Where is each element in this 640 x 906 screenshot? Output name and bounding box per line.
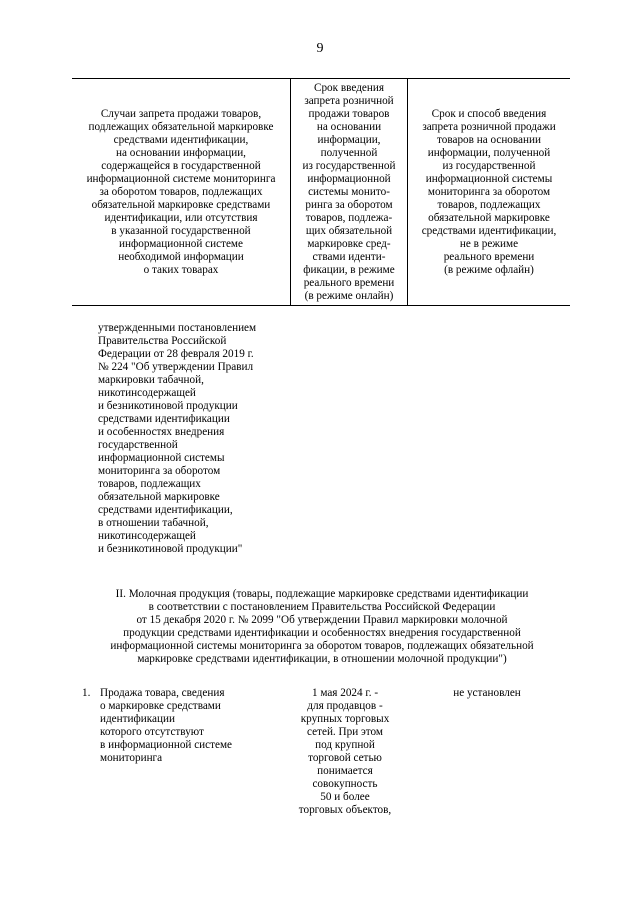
row-case-text: Продажа товара, сведения о маркировке средствами идентификации которого отсутствуют в информационной системе мониторинга	[100, 687, 233, 764]
header-col-online: Срок введения запрета розничной продажи товаров на основании информации, полученной из государственной информационной системы монито- ринга за оборотом товаров, подлежа- щих обязательной маркировке сред- ствами иденти- фикации, в режиме реального времени (в режиме онлайн)	[302, 81, 396, 302]
page-number: 9	[316, 41, 324, 56]
row-online-deadline: 1 мая 2024 г. - для продавцов - крупных торговых сетей. При этом под крупной торговой сетью понимается совокупность 50 и более торговых объектов,	[298, 687, 392, 816]
continued-cell-text: утвержденными постановлением Правительства Российской Федерации от 28 февраля 2019 г. № 224 "Об утверждении Правил маркировки табачной, никотинсодержащей и безникотиновой продукции средствами идентификации и особенностях внедрения государственной информационной системы мониторинга за оборотом товаров, подлежащих обязательной маркировке средствами идентификации, в отношении табачной, никотинсодержащей и безникотиновой продукции"	[98, 322, 257, 555]
header-col-case: Случаи запрета продажи товаров, подлежащих обязательной маркировке средствами идентификации, на основании информации, содержащейся в государственной информационной системе мониторинга за оборотом товаров, подлежащих обязательной маркировке средствами идентификации, или отсутствия в указанной государственной информационной системе необходимой информации о таких товарах	[86, 107, 276, 276]
section-heading: II. Молочная продукция (товары, подлежащие маркировке средствами идентификации в соответствии с постановлением Правительства Российской Федерации от 15 декабря 2020 г. № 2099 "Об утверждении Правил маркировки молочной продукции средствами идентификации и особенностях внедрения государственной информационной системы мониторинга за оборотом товаров, подлежащих обязательной маркировке средствами идентификации, в отношении молочной продукции")	[110, 588, 534, 665]
table-header-bottom-rule	[72, 305, 570, 306]
header-col-offline: Срок и способ введения запрета розничной продажи товаров на основании информации, полученной из государственной информационной системы мониторинга за оборотом товаров, подлежащих обязательной маркировке средствами идентификации, не в режиме реального времени (в режиме офлайн)	[421, 107, 557, 276]
row-offline-deadline: не установлен	[453, 687, 521, 699]
row-number: 1.	[82, 687, 91, 699]
